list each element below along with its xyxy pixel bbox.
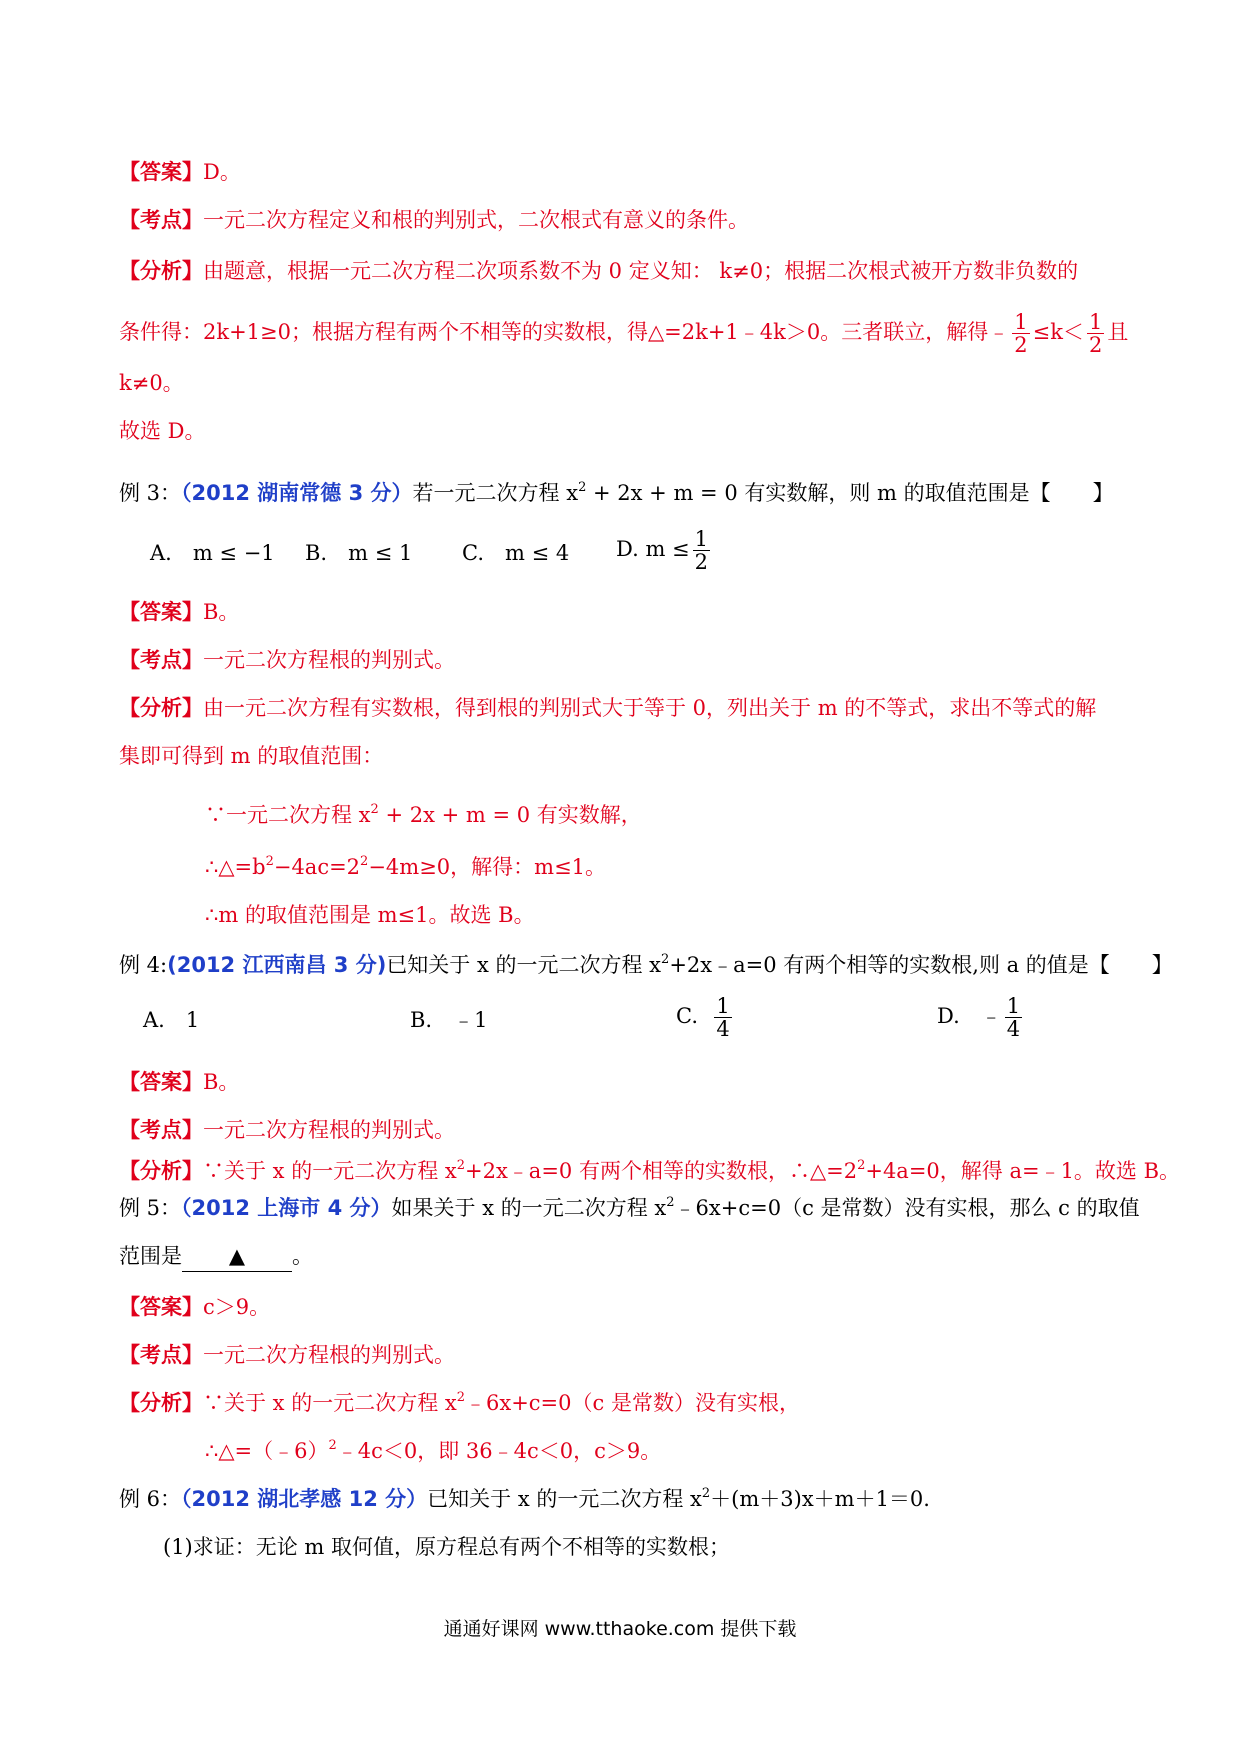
- fraction: [693, 528, 710, 573]
- superscript: 2: [456, 1390, 465, 1405]
- analysis-text: 条件得：2k+1≥0；根据方程有两个不相等的实数根，得△=2k+1﹣4k＞0。三者联立，解得﹣: [119, 320, 1010, 344]
- point-line: [119, 645, 455, 675]
- question-text: 已知关于 x 的一元二次方程 x: [427, 1487, 702, 1511]
- denominator: 4: [1006, 1017, 1021, 1041]
- analysis-line: [119, 311, 1128, 356]
- step-text: ﹣4c＜0，即 36﹣4c＜0，c＞9。: [336, 1439, 662, 1463]
- conclusion-line: [119, 416, 206, 446]
- example-label: 例 3：: [119, 481, 182, 505]
- analysis-text: ∵关于 x 的一元二次方程 x: [203, 1391, 457, 1415]
- analysis-line: [119, 1156, 1180, 1186]
- numerator: 1: [1014, 310, 1028, 334]
- step-text: −4m≥0，解得：m≤1。: [368, 855, 607, 879]
- analysis-text: 集即可得到 m 的取值范围：: [119, 744, 384, 768]
- analysis-line: [119, 741, 383, 771]
- answer-tag: 【答案】: [119, 600, 203, 624]
- question-text: +2x﹣a=0 有两个相等的实数根,则 a 的值是【 】: [669, 953, 1173, 977]
- sub-question: [163, 1532, 730, 1562]
- question-text: ﹣6x+c=0（c 是常数）没有实根，那么 c 的取值: [674, 1196, 1140, 1220]
- fraction: [1012, 311, 1029, 356]
- analysis-line: [119, 1388, 800, 1418]
- sub-question-text: (1)求证：无论 m 取何值，原方程总有两个不相等的实数根；: [163, 1535, 731, 1559]
- answer-blank: ▲: [182, 1241, 292, 1272]
- point-text: 一元二次方程根的判别式。: [203, 1118, 455, 1142]
- answer-text: c＞9。: [203, 1295, 271, 1319]
- option-a: A. 1: [143, 1008, 200, 1032]
- superscript: 2: [661, 952, 670, 967]
- example-label: 例 5：: [119, 1196, 182, 1220]
- solution-step: [205, 900, 535, 930]
- numerator: 1: [694, 527, 708, 551]
- example-source: （2012 湖南常德 3 分）: [181, 481, 413, 505]
- solution-step: [205, 1436, 661, 1466]
- analysis-text: ≤k＜: [1032, 320, 1084, 344]
- answer-line: [119, 157, 241, 187]
- numerator: 1: [1088, 310, 1103, 334]
- step-text: ∴m 的取值范围是 m≤1。故选 B。: [205, 903, 535, 927]
- point-tag: 【考点】: [119, 208, 203, 232]
- numerator: 1: [1006, 994, 1021, 1018]
- denominator: 2: [694, 550, 708, 574]
- option-c: [676, 995, 735, 1040]
- example-5-question: [119, 1193, 1140, 1223]
- question-text: + 2x + m = 0 有实数解，则 m 的取值范围是【 】: [586, 481, 1114, 505]
- point-line: [119, 205, 749, 235]
- analysis-text: k≠0。: [119, 371, 184, 395]
- answer-line: [119, 597, 239, 627]
- example-6-question: [119, 1484, 930, 1514]
- denominator: 4: [716, 1017, 730, 1041]
- example-4-question: [119, 950, 1173, 980]
- numerator: 1: [716, 994, 730, 1018]
- example-source: （2012 湖北孝感 12 分）: [181, 1487, 428, 1511]
- option-d: [937, 995, 1025, 1040]
- question-text: 范围是: [119, 1244, 182, 1268]
- superscript: 2: [857, 1158, 866, 1173]
- question-text: 若一元二次方程 x: [412, 481, 579, 505]
- analysis-line: [119, 368, 184, 398]
- analysis-text: ∵关于 x 的一元二次方程 x: [203, 1159, 457, 1183]
- analysis-text: +4a=0，解得 a=﹣1。故选 B。: [865, 1159, 1181, 1183]
- superscript: 2: [328, 1438, 337, 1453]
- analysis-tag: 【分析】: [119, 1159, 203, 1183]
- answer-tag: 【答案】: [119, 160, 203, 184]
- point-text: 一元二次方程定义和根的判别式，二次根式有意义的条件。: [203, 208, 749, 232]
- superscript: 2: [701, 1486, 711, 1501]
- point-tag: 【考点】: [119, 1118, 203, 1142]
- option-d: [616, 528, 713, 573]
- analysis-text: 由一元二次方程有实数根，得到根的判别式大于等于 0，列出关于 m 的不等式，求出不等式的解: [203, 696, 1097, 720]
- example-source: (2012 江西南昌 3 分): [167, 953, 387, 977]
- example-3-question: [119, 478, 1114, 508]
- page-footer: 通通好课网 www.tthaoke.com 提供下载: [443, 1618, 797, 1640]
- example-label: 例 4:: [119, 953, 168, 977]
- option-d-text: D. ﹣: [937, 1004, 1002, 1028]
- answer-line: [119, 1292, 270, 1322]
- analysis-tag: 【分析】: [119, 696, 203, 720]
- question-text: 已知关于 x 的一元二次方程 x: [386, 953, 662, 977]
- option-b: B. ﹣1: [410, 1008, 488, 1032]
- option-a: A. m ≤ −1: [150, 541, 275, 565]
- option-b: B. m ≤ 1: [305, 541, 413, 565]
- question-text: 如果关于 x 的一元二次方程 x: [391, 1196, 667, 1220]
- point-tag: 【考点】: [119, 648, 203, 672]
- superscript: 2: [666, 1195, 675, 1210]
- analysis-text: 由题意，根据一元二次方程二次项系数不为 0 定义知： k≠0；根据二次根式被开方数非负数的: [203, 259, 1079, 283]
- option-d-text: D. m ≤: [616, 537, 690, 561]
- fraction: [1005, 995, 1022, 1040]
- option-c: C. m ≤ 4: [462, 541, 570, 565]
- step-text: + 2x + m = 0 有实数解，: [378, 803, 642, 827]
- step-text: −4ac=2: [273, 855, 361, 879]
- analysis-text: 且: [1107, 320, 1129, 344]
- superscript: 2: [265, 854, 274, 869]
- analysis-tag: 【分析】: [119, 1391, 203, 1415]
- solution-step: [205, 800, 642, 830]
- step-text: ∴△=（﹣6）: [205, 1439, 329, 1463]
- fraction: [714, 995, 731, 1040]
- superscript: 2: [578, 480, 587, 495]
- answer-text: B。: [203, 600, 240, 624]
- analysis-tag: 【分析】: [119, 259, 203, 283]
- superscript: 2: [370, 802, 379, 817]
- question-text: ＋(m＋3)x＋m＋1＝0.: [710, 1487, 930, 1511]
- point-text: 一元二次方程根的判别式。: [203, 1343, 455, 1367]
- option-c-text: C.: [676, 1004, 698, 1028]
- conclusion-text: 故选 D。: [119, 419, 206, 443]
- superscript: 2: [360, 854, 369, 869]
- point-line: [119, 1340, 455, 1370]
- answer-line: [119, 1067, 239, 1097]
- question-text: 。: [292, 1244, 313, 1268]
- example-label: 例 6：: [119, 1487, 182, 1511]
- point-tag: 【考点】: [119, 1343, 203, 1367]
- point-text: 一元二次方程根的判别式。: [203, 648, 455, 672]
- denominator: 2: [1088, 333, 1103, 357]
- step-text: ∴△=b: [205, 855, 266, 879]
- point-line: [119, 1115, 455, 1145]
- solution-step: [205, 852, 606, 882]
- analysis-line: [119, 693, 1096, 723]
- fraction: [1087, 311, 1104, 356]
- analysis-text: ﹣6x+c=0（c 是常数）没有实根，: [465, 1391, 800, 1415]
- answer-tag: 【答案】: [119, 1295, 203, 1319]
- answer-tag: 【答案】: [119, 1070, 203, 1094]
- analysis-line: [119, 256, 1078, 286]
- superscript: 2: [456, 1158, 465, 1173]
- step-text: ∵一元二次方程 x: [205, 803, 371, 827]
- example-source: （2012 上海市 4 分）: [181, 1196, 392, 1220]
- answer-text: B。: [203, 1070, 240, 1094]
- denominator: 2: [1014, 333, 1028, 357]
- analysis-text: +2x﹣a=0 有两个相等的实数根，∴△=2: [465, 1159, 858, 1183]
- example-5-question: [119, 1241, 313, 1272]
- answer-text: D。: [203, 160, 241, 184]
